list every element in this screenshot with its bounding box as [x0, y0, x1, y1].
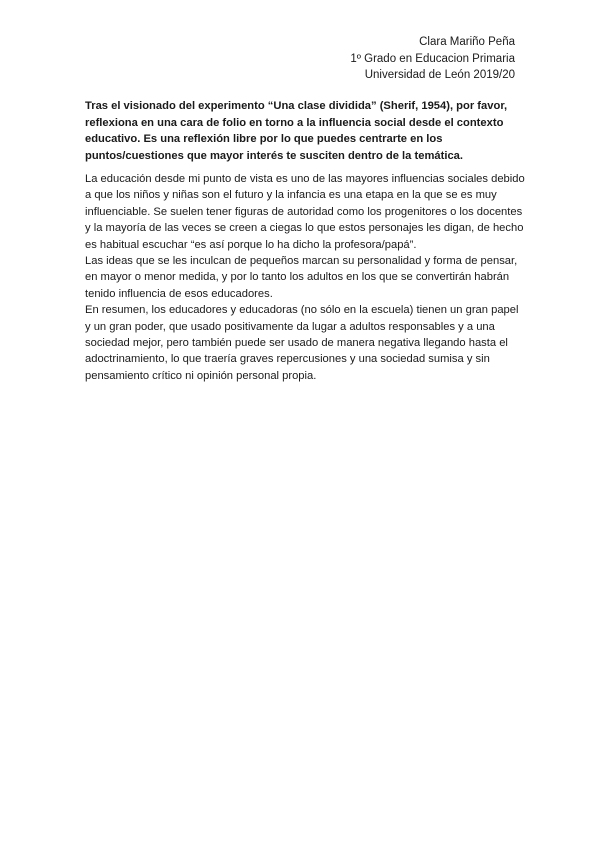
- essay-paragraph: En resumen, los educadores y educadoras (no sólo en la escuela) tienen un gran papel y un gran poder, que usado positivamente da lugar a adultos responsables y a una sociedad mejor, pero también puede ser usado de manera negativa llegando hasta el adoctrinamiento, lo que traería graves repercusiones y una sociedad sumisa y sin pensamiento crítico ni opinión personal propia.: [85, 304, 519, 382]
- author-name: Clara Mariño Peña: [419, 36, 515, 48]
- assignment-prompt: Tras el visionado del experimento “Una clase dividida” (Sherif, 1954), por favor, reflexiona en una cara de folio en torno a la influencia social desde el contexto educativo. Es una reflexión libre por lo que puedes centrarte en los puntos/cuestiones que mayor interés te susciten dentro de la temática.: [85, 100, 508, 162]
- essay-paragraph: La educación desde mi punto de vista es uno de las mayores influencias sociales debido a que los niños y niñas son el futuro y la infancia es una etapa en la que se es muy influenciable. Se suelen tener figuras de autoridad como los progenitores o los docentes y la mayoría de las veces se creen a ciegas lo que estos personajes les digan, de hecho es habitual escuchar “es así porque lo ha dicho la profesora/papá”.: [85, 173, 525, 251]
- essay-body: [85, 171, 525, 384]
- author-header: [350, 34, 515, 84]
- essay-paragraph: Las ideas que se les inculcan de pequeños marcan su personalidad y forma de pensar, en mayor o menor medida, y por lo tanto los adultos en los que se convertirán habrán tenido influencia de esos educadores.: [85, 255, 518, 300]
- university-name: Universidad de León 2019/20: [364, 69, 515, 81]
- course-name: 1º Grado en Educacion Primaria: [350, 52, 515, 65]
